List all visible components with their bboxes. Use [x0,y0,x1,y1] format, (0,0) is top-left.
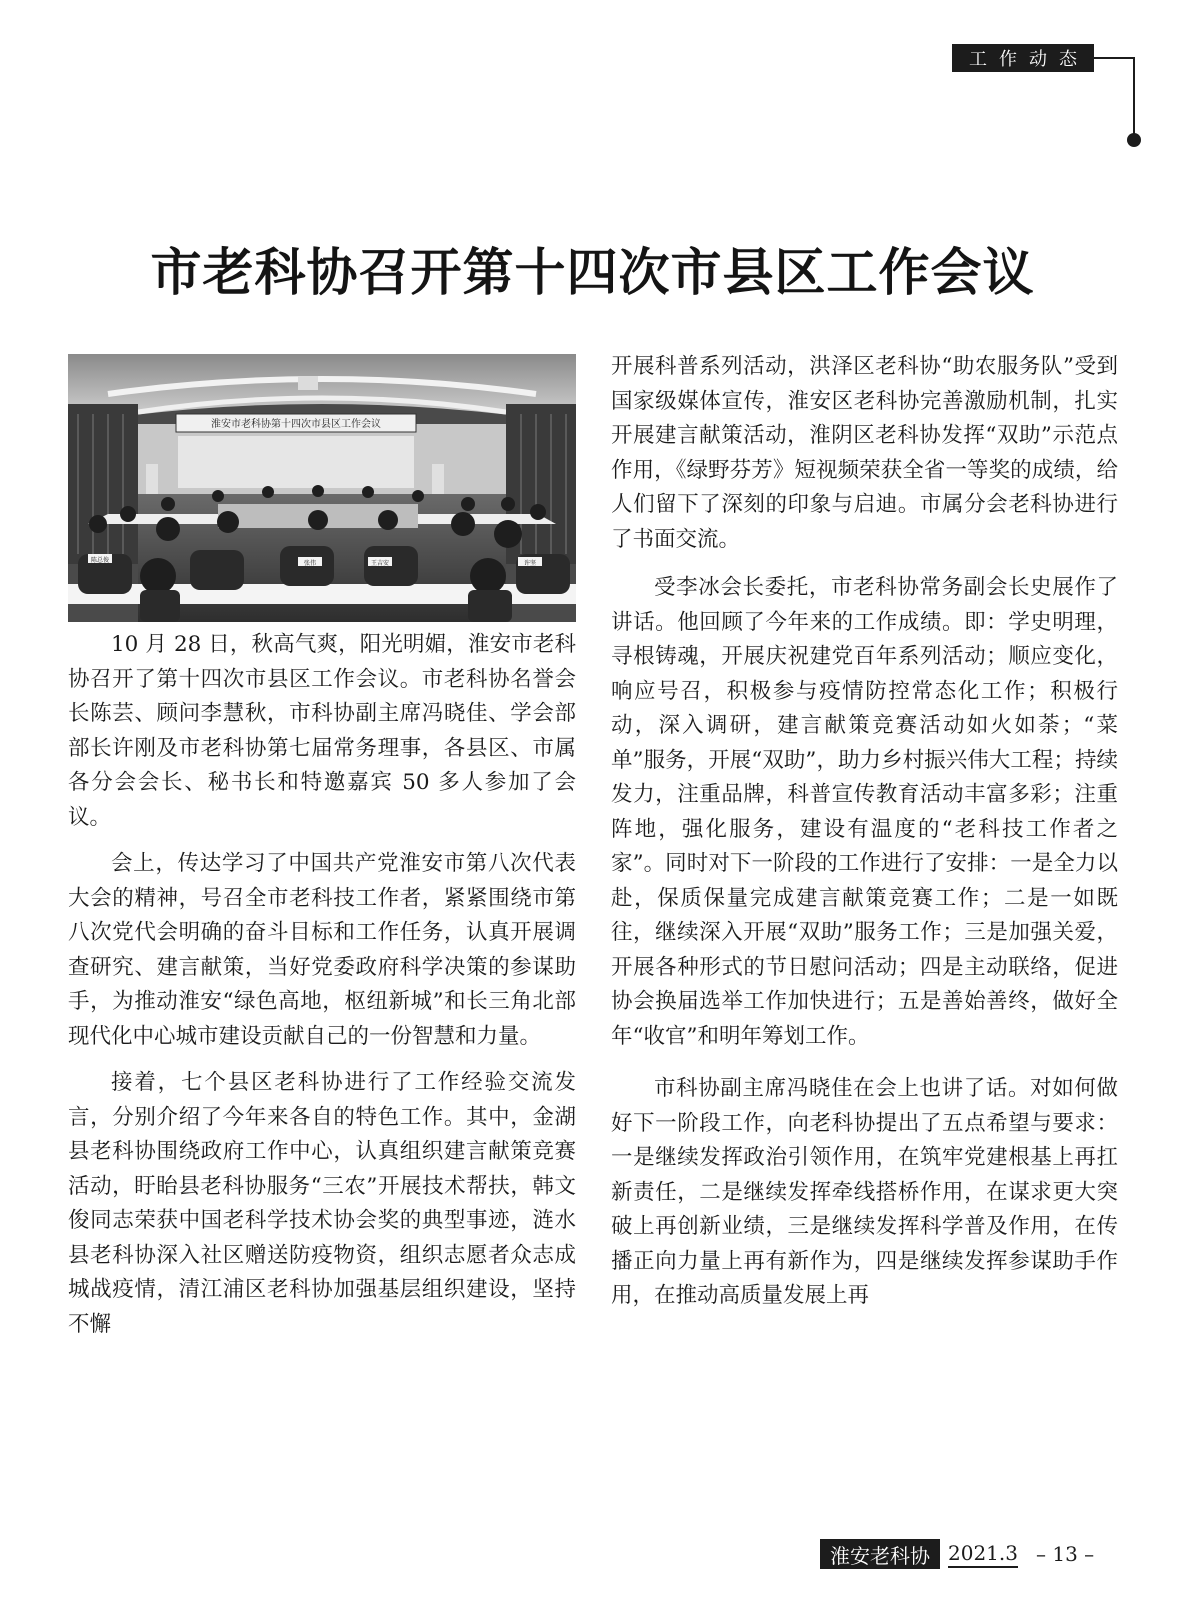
projector-icon [298,376,318,390]
decorative-line-horizontal [1094,57,1134,59]
decorative-dot [1127,133,1141,147]
paragraph: 会上，传达学习了中国共产党淮安市第八次代表大会的精神，号召全市老科技工作者，紧紧围绕市第八次党代会明确的奋斗目标和工作任务，认真开展调查研究、建言献策，当好党委政府科学决策的参谋助手，为推动淮安“绿色高地，枢纽新城”和长三角北部现代化中心城市建设贡献自己的一份智慧和力量。 [68,851,576,1049]
paragraph-continued: 开展科普系列活动，洪泽区老科协“助农服务队”受到国家级媒体宣传，淮安区老科协完善激励机制，扎实开展建言献策活动，淮阴区老科协发挥“双助”示范点作用，《绿野芬芳》短视频荣获全省一等奖的成绩，给人们留下了深刻的印象与启迪。市属分会老科协进行了书面交流。 [611,354,1118,552]
name-card: 许坚 [523,560,537,567]
page-number: – 13 – [1035,1542,1095,1566]
right-column [611,350,1118,1314]
paragraph: 接着，七个县区老科协进行了工作经验交流发言，分别介绍了今年来各自的特色工作。其中，金湖县老科协围绕政府工作中心，认真组织建言献策竞赛活动，盱眙县老科协服务“三农”开展技术帮扶，韩文俊同志荣获中国老科学技术协会奖的典型事迹，涟水县老科协深入社区赠送防疫物资，组织志愿者众志成城战疫情，清江浦区老科协加强基层组织建设，坚持不懈 [68,1070,576,1337]
magazine-name: 淮安老科协 [820,1539,940,1569]
left-column [68,628,576,1342]
meeting-photo [68,354,576,622]
name-card: 张伟 [303,560,317,567]
article-title: 市老科协召开第十四次市县区工作会议 [150,244,1035,304]
banner-text: 淮安市老科协第十四次市县区工作会议 [211,419,381,430]
paragraph: 市科协副主席冯晓佳在会上也讲了话。对如何做好下一阶段工作，向老科协提出了五点希望与要求：一是继续发挥政治引领作用，在筑牢党建根基上再扛新责任，二是继续发挥牵线搭桥作用，在谋求更大突破上再创新业绩，三是继续发挥科学普及作用，在传播正向力量上再有新作为，四是继续发挥参谋助手作用，在推动高质量发展上再 [611,1076,1118,1308]
name-card: 王吉安 [370,560,390,567]
decorative-line-vertical [1133,57,1135,140]
paragraph: 受李冰会长委托，市老科协常务副会长史展作了讲话。他回顾了今年来的工作成绩。即：学史明理，寻根铸魂，开展庆祝建党百年系列活动；顺应变化，响应号召，积极参与疫情防控常态化工作；积极行动，深入调研，建言献策竞赛活动如火如荼；“菜单”服务，开展“双助”，助力乡村振兴伟大工程；持续发力，注重品牌，科普宣传教育活动丰富多彩；注重阵地，强化服务，建设有温度的“老科技工作者之家”。同时对下一阶段的工作进行了安排：一是全力以赴，保质保量完成建言献策竞赛工作；二是一如既往，继续深入开展“双助”服务工作；三是加强关爱，开展各种形式的节日慰问活动；四是主动联络，促进协会换届选举工作加快进行；五是善始善终，做好全年“收官”和明年筹划工作。 [611,575,1118,1049]
name-card: 陈总俊 [90,557,110,564]
issue-number: 2021.3 [948,1541,1018,1568]
page-footer [820,1538,1094,1570]
section-tag: 工作动态 [952,44,1094,72]
paragraph: 10 月 28 日，秋高气爽，阳光明媚，淮安市老科协召开了第十四次市县区工作会议。市老科协名誉会长陈芸、顾问李慧秋，市科协副主席冯晓佳、学会部部长许刚及市老科协第七届常务理事，各县区、市属各分会会长、秘书长和特邀嘉宾 50 多人参加了会议。 [68,632,576,830]
